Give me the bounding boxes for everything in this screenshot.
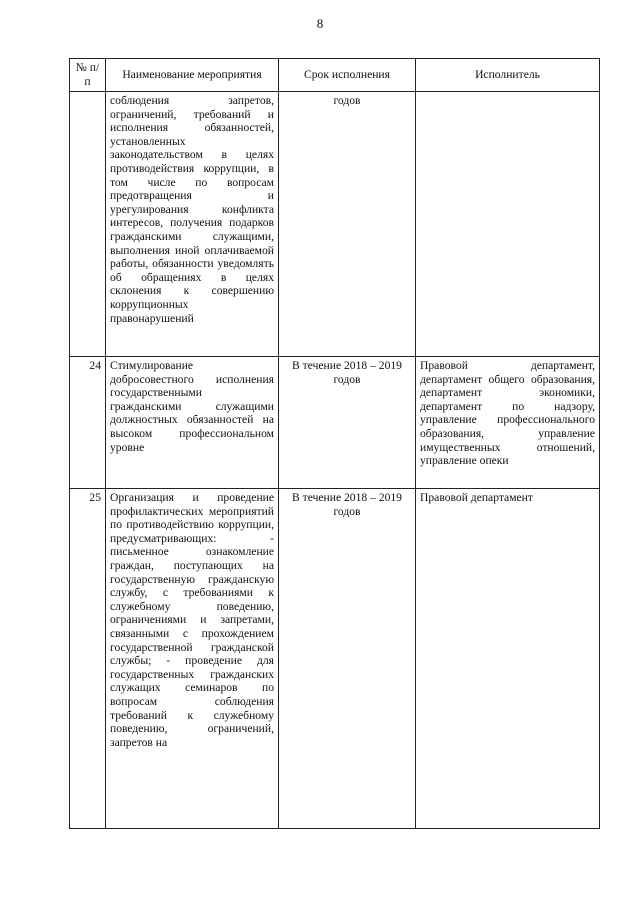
measure-term: годов (279, 92, 416, 357)
measure-executor: Правовой департамент (416, 489, 600, 829)
header-term: Срок исполнения (279, 59, 416, 92)
measure-executor (416, 92, 600, 357)
measure-name: Стимулирование добросовестного исполнения государственными гражданскими служащими должностных обязанностей на высоком профессиональном уровне (106, 357, 279, 489)
measure-term: В течение 2018 – 2019 годов (279, 357, 416, 489)
page-number: 8 (316, 16, 324, 31)
row-number: 25 (70, 489, 106, 829)
table-header-row (70, 59, 600, 92)
measures-table (69, 58, 600, 829)
measure-name: Организация и проведение профилактических мероприятий по противодействию коррупции, предусматривающих: - письменное ознакомление граждан, поступающих на государственную гражданскую службу, с требованиями к служебному поведению, ограничениями и запретами, связанными с прохождением государственной гражданской службы; - проведение для государственных гражданских служащих семинаров по вопросам соблюдения требований к служебному поведению, ограничений, запретов на (106, 489, 279, 829)
table-row (70, 489, 600, 829)
measure-executor: Правовой департамент, департамент общего образования, департамент экономики, департамент по надзору, управление профессионального образования, управление имущественных отношений, управление опеки (416, 357, 600, 489)
header-num: № п/п (70, 59, 106, 92)
header-name: Наименование мероприятия (106, 59, 279, 92)
row-number (70, 92, 106, 357)
header-executor: Исполнитель (416, 59, 600, 92)
measure-term: В течение 2018 – 2019 годов (279, 489, 416, 829)
row-number: 24 (70, 357, 106, 489)
measure-name: соблюдения запретов, ограничений, требований и исполнения обязанностей, установленных законодательством в целях противодействия коррупции, в том числе по вопросам предотвращения и урегулирования конфликта интересов, получения подарков гражданскими служащими, выполнения иной оплачиваемой работы, обязанности уведомлять об обращениях в целях склонения к совершению коррупционных правонарушений (106, 92, 279, 357)
table-row (70, 357, 600, 489)
table-row (70, 92, 600, 357)
